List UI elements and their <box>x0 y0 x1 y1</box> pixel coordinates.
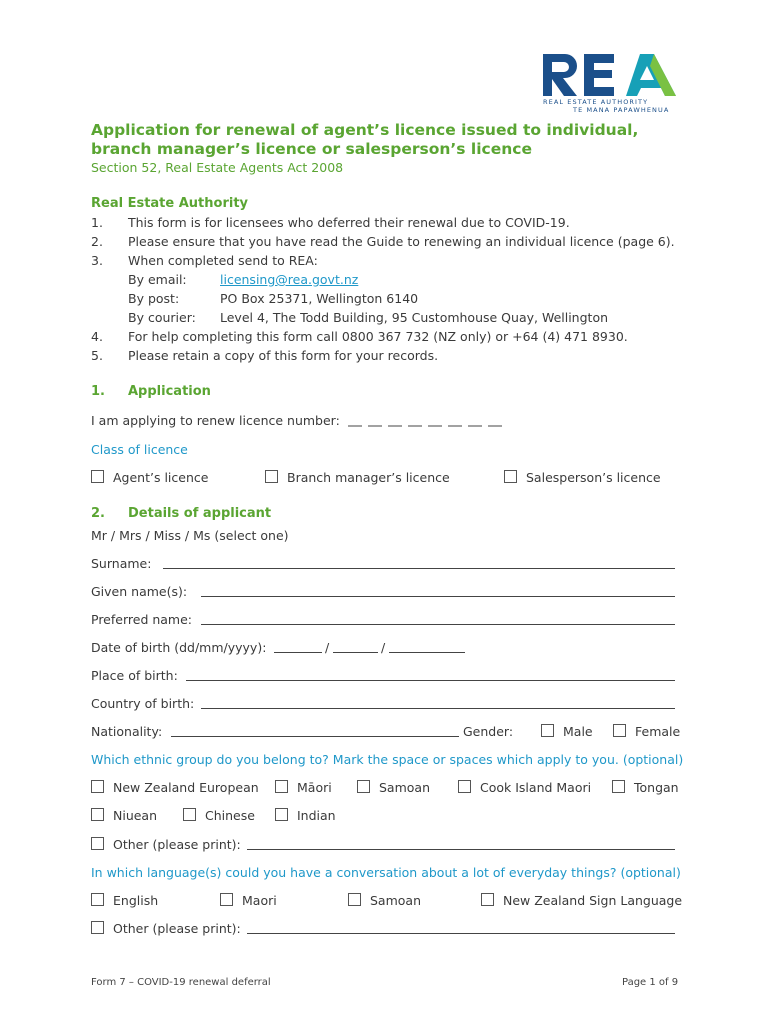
licence-number-blanks <box>348 414 506 428</box>
logo-subtitle-2: TE MANA PAPAWHENUA <box>573 106 670 114</box>
intro-text: This form is for licensees who deferred their renewal due to COVID-19. <box>128 215 570 230</box>
language-samoan[interactable]: Samoan <box>348 893 421 908</box>
checkbox[interactable] <box>458 780 471 793</box>
ethnic-niuean[interactable]: Niuean <box>91 808 157 823</box>
intro-num: 2. <box>91 234 103 249</box>
language-maori[interactable]: Maori <box>220 893 277 908</box>
ethnic-cook-island-maori[interactable]: Cook Island Maori <box>458 780 591 795</box>
checkbox[interactable] <box>265 470 278 483</box>
licence-class-agent[interactable]: Agent’s licence <box>91 470 208 485</box>
checkbox[interactable] <box>91 837 104 850</box>
checkbox[interactable] <box>275 780 288 793</box>
contact-value: Level 4, The Todd Building, 95 Customhouse Quay, Wellington <box>220 310 609 325</box>
place-of-birth-field[interactable] <box>186 680 675 681</box>
checkbox[interactable] <box>220 893 233 906</box>
dob-label: Date of birth (dd/mm/yyyy): <box>91 640 267 655</box>
language-other-field[interactable] <box>247 933 675 934</box>
contact-value: PO Box 25371, Wellington 6140 <box>220 291 419 306</box>
contact-label: By courier: <box>128 310 196 325</box>
checkbox[interactable] <box>348 893 361 906</box>
checkbox[interactable] <box>91 893 104 906</box>
ethnic-indian[interactable]: Indian <box>275 808 336 823</box>
section1-number: 1. <box>91 384 105 399</box>
preferred-name-label: Preferred name: <box>91 612 193 627</box>
footer-page-number: Page 1 of 9 <box>622 977 679 988</box>
checkbox[interactable] <box>541 724 554 737</box>
ethnic-samoan[interactable]: Samoan <box>357 780 430 795</box>
checkbox[interactable] <box>613 724 626 737</box>
checkbox[interactable] <box>612 780 625 793</box>
section2-number: 2. <box>91 506 105 521</box>
checkbox[interactable] <box>91 808 104 821</box>
intro-num: 5. <box>91 348 103 363</box>
checkbox[interactable] <box>481 893 494 906</box>
language-question: In which language(s) could you have a conversation about a lot of everyday things? (optional) <box>91 865 681 880</box>
dob-separator: / <box>381 640 386 655</box>
footer-form-name: Form 7 – COVID-19 renewal deferral <box>91 977 271 988</box>
language-other[interactable]: Other (please print): <box>91 921 241 936</box>
class-of-licence-heading: Class of licence <box>91 442 188 457</box>
ethnic-other-field[interactable] <box>247 849 675 850</box>
contact-label: By post: <box>128 291 180 306</box>
checkbox[interactable] <box>504 470 517 483</box>
dob-year-field[interactable] <box>389 652 465 653</box>
country-of-birth-label: Country of birth: <box>91 696 195 711</box>
country-of-birth-field[interactable] <box>201 708 675 709</box>
ethnic-chinese[interactable]: Chinese <box>183 808 255 823</box>
intro-text: For help completing this form call 0800 367 732 (NZ only) or +64 (4) 471 8930. <box>128 329 628 344</box>
dob-day-field[interactable] <box>274 652 322 653</box>
title-select-prompt: Mr / Mrs / Miss / Ms (select one) <box>91 528 289 543</box>
nationality-label: Nationality: <box>91 724 163 739</box>
ethnic-nz-european[interactable]: New Zealand European <box>91 780 259 795</box>
intro-text: Please retain a copy of this form for your records. <box>128 348 439 363</box>
checkbox[interactable] <box>91 470 104 483</box>
language-english[interactable]: English <box>91 893 158 908</box>
language-nz-sign[interactable]: New Zealand Sign Language <box>481 893 682 908</box>
given-names-label: Given name(s): <box>91 584 188 599</box>
section2-heading: Details of applicant <box>128 506 272 521</box>
gender-male[interactable]: Male <box>541 724 593 739</box>
checkbox[interactable] <box>183 808 196 821</box>
intro-num: 3. <box>91 253 103 268</box>
nationality-field[interactable] <box>171 736 459 737</box>
logo-subtitle-1: REAL ESTATE AUTHORITY <box>543 98 649 106</box>
given-names-field[interactable] <box>201 596 675 597</box>
ethnic-maori[interactable]: Māori <box>275 780 332 795</box>
place-of-birth-label: Place of birth: <box>91 668 178 683</box>
intro-text: Please ensure that you have read the Guide to renewing an individual licence (page 6). <box>128 234 675 249</box>
surname-field[interactable] <box>163 568 675 569</box>
gender-label: Gender: <box>463 724 514 739</box>
intro-num: 4. <box>91 329 103 344</box>
preferred-name-field[interactable] <box>201 624 675 625</box>
form-title: Application for renewal of agent’s licence issued to individual, branch manager’s licence or salesperson’s licence <box>91 121 639 158</box>
authority-heading: Real Estate Authority <box>91 196 249 211</box>
checkbox[interactable] <box>91 921 104 934</box>
ethnic-question: Which ethnic group do you belong to? Mark the space or spaces which apply to you. (optional) <box>91 752 684 767</box>
licence-number-label: I am applying to renew licence number: <box>91 413 340 428</box>
dob-month-field[interactable] <box>333 652 378 653</box>
licence-class-salesperson[interactable]: Salesperson’s licence <box>504 470 661 485</box>
intro-num: 1. <box>91 215 103 230</box>
checkbox[interactable] <box>357 780 370 793</box>
checkbox[interactable] <box>91 780 104 793</box>
email-link[interactable]: licensing@rea.govt.nz <box>220 272 359 287</box>
rea-logo <box>540 52 680 114</box>
rea-logo-mark <box>540 52 680 98</box>
dob-separator: / <box>325 640 330 655</box>
ethnic-other[interactable]: Other (please print): <box>91 837 241 852</box>
contact-label: By email: <box>128 272 187 287</box>
ethnic-tongan[interactable]: Tongan <box>612 780 679 795</box>
surname-label: Surname: <box>91 556 152 571</box>
checkbox[interactable] <box>275 808 288 821</box>
gender-female[interactable]: Female <box>613 724 680 739</box>
licence-number-field[interactable] <box>348 414 506 428</box>
section1-heading: Application <box>128 384 211 399</box>
licence-class-branch-manager[interactable]: Branch manager’s licence <box>265 470 450 485</box>
intro-text: When completed send to REA: <box>128 253 318 268</box>
form-subtitle: Section 52, Real Estate Agents Act 2008 <box>91 160 344 175</box>
